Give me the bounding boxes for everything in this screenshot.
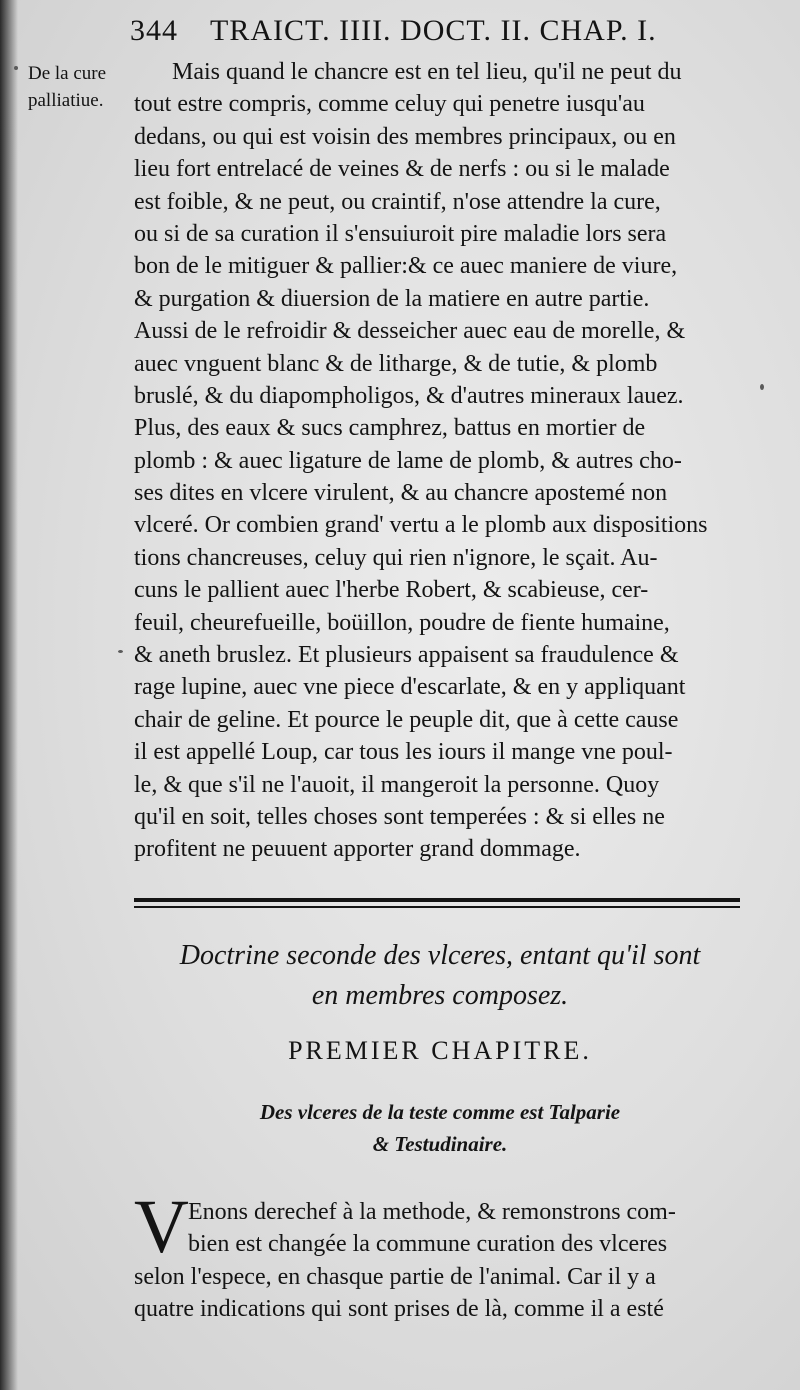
text-line: cuns le pallient auec l'herbe Robert, & scabieuse, cer- — [134, 577, 649, 604]
text-line: dedans, ou qui est voisin des membres principaux, ou en — [134, 123, 676, 150]
section-title-line: Doctrine seconde des vlceres, entant qu'il sont — [179, 940, 701, 971]
text-line: profitent ne peuuent apporter grand dommage. — [134, 836, 581, 863]
text-line: bon de le mitiguer & pallier:& ce auec maniere de viure, — [134, 253, 678, 280]
text-line: chair de geline. Et pource le peuple dit, que à cette cause — [134, 706, 679, 733]
margin-note-line: palliatiue. — [28, 90, 104, 111]
text-line: rage lupine, auec vne piece d'escarlate, & en y appliquant — [134, 674, 686, 701]
margin-note-line: De la cure — [28, 63, 107, 84]
body-paragraph — [134, 56, 746, 866]
section-title-line: en membres composez. — [311, 980, 569, 1011]
ink-speck — [760, 384, 764, 390]
text-line: & purgation & diuersion de la matiere en autre partie. — [134, 285, 650, 312]
running-header — [130, 14, 750, 50]
section-title — [140, 936, 740, 1016]
ink-speck — [14, 66, 18, 70]
chapter-subtitle-line: & Testudinaire. — [372, 1132, 508, 1156]
chapter-heading: PREMIER CHAPITRE. — [288, 1036, 592, 1065]
text-line: ou si de sa curation il s'ensuiuroit pire maladie lors sera — [134, 220, 667, 247]
ink-speck — [118, 650, 123, 653]
text-line: vlceré. Or combien grand' vertu a le plomb aux dispositions — [134, 512, 708, 539]
text-line: est foible, & ne peut, ou craintif, n'ose attendre la cure, — [134, 188, 661, 215]
text-line: feuil, cheurefueille, boüillon, poudre de fiente humaine, — [134, 609, 670, 636]
text-line: il est appellé Loup, car tous les iours il mange vne poul- — [134, 739, 673, 766]
text-line: & aneth bruslez. Et plusieurs appaisent sa fraudulence & — [134, 642, 679, 669]
text-line: tions chancreuses, celuy qui rien n'ignore, le sçait. Au- — [134, 544, 658, 571]
text-line: Aussi de le refroidir & desseicher auec eau de morelle, & — [134, 318, 686, 345]
text-line: Plus, des eaux & sucs camphrez, battus en mortier de — [134, 415, 646, 442]
text-line: quatre indications qui sont prises de là, comme il a esté — [134, 1296, 664, 1323]
chapter-paragraph — [134, 1196, 746, 1326]
text-line: selon l'espece, en chasque partie de l'animal. Car il y a — [134, 1263, 656, 1290]
text-line: le, & que s'il ne l'auoit, il mangeroit la personne. Quoy — [134, 771, 660, 798]
text-line: Mais quand le chancre est en tel lieu, qu'il ne peut du — [172, 59, 682, 85]
chapter-subtitle-line: Des vlceres de la teste comme est Talparie — [259, 1100, 621, 1124]
text-line: lieu fort entrelacé de veines & de nerfs : ou si le malade — [134, 156, 670, 183]
page-gutter-shadow — [0, 0, 18, 1390]
text-line: qu'il en soit, telles choses sont temperées : & si elles ne — [134, 803, 665, 830]
chapter-subtitle — [140, 1096, 740, 1160]
text-line: tout estre compris, comme celuy qui penetre iusqu'au — [134, 91, 645, 118]
text-line: auec vnguent blanc & de litharge, & de tutie, & plomb — [134, 350, 658, 377]
page-number: 344 — [130, 14, 178, 47]
running-title: TRAICT. IIII. DOCT. II. CHAP. I. — [210, 14, 657, 47]
section-divider-rule — [134, 898, 740, 908]
text-line: bien est changée la commune curation des vlceres — [188, 1231, 668, 1258]
text-line: ses dites en vlcere virulent, & au chancre apostemé non — [134, 480, 668, 507]
margin-note — [28, 60, 132, 114]
text-line: bruslé, & du diapompholigos, & d'autres mineraux lauez. — [134, 382, 684, 409]
text-line: Enons derechef à la methode, & remonstrons com- — [188, 1199, 676, 1225]
drop-cap: V — [134, 1185, 189, 1269]
text-line: plomb : & auec ligature de lame de plomb, & autres cho- — [134, 447, 682, 474]
